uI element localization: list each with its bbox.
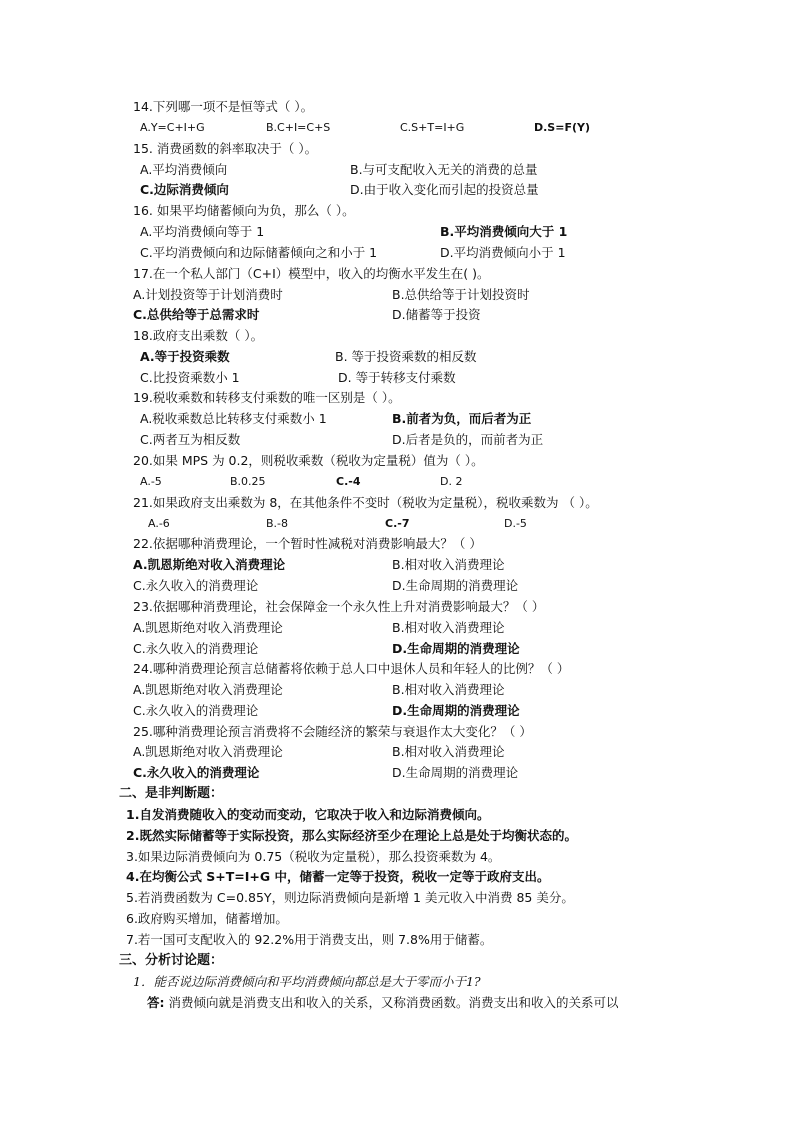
question-24-option-d: D.生命周期的消费理论 [392,703,520,718]
question-23-option-b: B.相对收入消费理论 [392,620,505,635]
question-18-option-a: A.等于投资乘数 [140,349,230,364]
question-24-stem: 24.哪种消费理论预言总储蓄将依赖于总人口中退休人员和年轻人的比例？（ ） [133,661,570,676]
tf-item-7: 7.若一国可支配收入的 92.2%用于消费支出，则 7.8%用于储蓄。 [126,932,493,947]
question-17-option-a: A.计划投资等于计划消费时 [133,287,283,302]
section-title-discussion: 三、分析讨论题： [119,953,224,968]
question-25-option-d: D.生命周期的消费理论 [392,765,519,780]
question-25-option-b: B.相对收入消费理论 [392,744,505,759]
question-17-option-d: D.储蓄等于投资 [392,307,481,322]
question-16-option-b: B.平均消费倾向大于 1 [440,224,568,239]
question-24-option-b: B.相对收入消费理论 [392,682,505,697]
question-23-option-a: A.凯恩斯绝对收入消费理论 [133,620,283,635]
tf-item-6: 6.政府购买增加，储蓄增加。 [126,911,288,926]
question-17-option-c: C.总供给等于总需求时 [133,307,260,322]
question-14-option-a: A.Y=C+I+G [140,121,205,134]
question-18-option-d: D. 等于转移支付乘数 [338,370,456,385]
question-14-stem: 14.下列哪一项不是恒等式（ ）。 [133,99,314,114]
question-19-stem: 19.税收乘数和转移支付乘数的唯一区别是（ ）。 [133,390,401,405]
question-22-option-c: C.永久收入的消费理论 [133,578,259,593]
question-16-option-a: A.平均消费倾向等于 1 [140,224,265,239]
question-20-option-c: C.-4 [336,475,361,488]
tf-item-3: 3.如果边际消费倾向为 0.75（税收为定量税），那么投资乘数为 4。 [126,849,501,864]
question-19-option-d: D.后者是负的，而前者为正 [392,432,544,447]
question-18-stem: 18.政府支出乘数（ ）。 [133,328,264,343]
question-19-option-b: B.前者为负，而后者为正 [392,411,532,426]
question-14-option-d: D.S=F(Y) [534,121,590,134]
tf-item-5: 5.若消费函数为 C=0.85Y，则边际消费倾向是新增 1 美元收入中消费 85 美分。 [126,890,574,905]
question-15-option-a: A.平均消费倾向 [140,162,228,177]
question-16-option-c: C.平均消费倾向和边际储蓄倾向之和小于 1 [140,245,378,260]
question-21-option-a: A.-6 [148,517,170,530]
question-18-option-b: B. 等于投资乘数的相反数 [335,349,477,364]
question-15-option-b: B.与可支配收入无关的消费的总量 [350,162,538,177]
question-20-option-a: A.-5 [140,475,162,488]
question-23-option-d: D.生命周期的消费理论 [392,641,520,656]
question-23-stem: 23.依据哪种消费理论，社会保障金一个永久性上升对消费影响最大？（ ） [133,599,545,614]
answer-label: 答: [147,995,165,1010]
question-22-option-a: A.凯恩斯绝对收入消费理论 [133,557,286,572]
question-15-option-c: C.边际消费倾向 [140,182,229,197]
question-25-stem: 25.哪种消费理论预言消费将不会随经济的繁荣与衰退作太大变化？（ ） [133,724,532,739]
question-25-option-c: C.永久收入的消费理论 [133,765,260,780]
question-21-option-d: D.-5 [504,517,527,530]
question-19-option-a: A.税收乘数总比转移支付乘数小 1 [140,411,327,426]
question-15-stem: 15. 消费函数的斜率取决于（ ）。 [133,141,318,156]
question-23-option-c: C.永久收入的消费理论 [133,641,259,656]
question-20-option-b: B.0.25 [230,475,266,488]
question-14-option-c: C.S+T=I+G [400,121,465,134]
question-24-option-c: C.永久收入的消费理论 [133,703,259,718]
question-16-option-d: D.平均消费倾向小于 1 [440,245,566,260]
question-22-stem: 22.依据哪种消费理论，一个暂时性减税对消费影响最大？（ ） [133,536,482,551]
question-21-option-b: B.-8 [266,517,289,530]
question-21-option-c: C.-7 [385,517,410,530]
question-17-stem: 17.在一个私人部门（C+I）模型中，收入的均衡水平发生在( )。 [133,266,490,281]
discussion-answer-1 [147,995,618,1011]
question-19-option-c: C.两者互为相反数 [140,432,241,447]
question-15-option-d: D.由于收入变化而引起的投资总量 [350,182,539,197]
question-20-stem: 20.如果 MPS 为 0.2，则税收乘数（税收为定量税）值为（ ）。 [133,453,484,468]
question-18-option-c: C.比投资乘数小 1 [140,370,240,385]
question-20-option-d: D. 2 [440,475,463,488]
tf-item-2: 2.既然实际储蓄等于实际投资，那么实际经济至少在理论上总是处于均衡状态的。 [126,828,577,843]
tf-item-1: 1.自发消费随收入的变动而变动，它取决于收入和边际消费倾向。 [126,807,490,822]
question-22-option-b: B.相对收入消费理论 [392,557,505,572]
question-24-option-a: A.凯恩斯绝对收入消费理论 [133,682,283,697]
answer-text: 消费倾向就是消费支出和收入的关系，又称消费函数。消费支出和收入的关系可以 [164,995,619,1010]
question-14-option-b: B.C+I=C+S [266,121,331,134]
question-22-option-d: D.生命周期的消费理论 [392,578,519,593]
discussion-question-1: 1．能否说边际消费倾向和平均消费倾向都总是大于零而小于1? [133,974,481,989]
question-17-option-b: B.总供给等于计划投资时 [392,287,530,302]
section-title-true-false: 二、是非判断题： [119,786,224,801]
question-25-option-a: A.凯恩斯绝对收入消费理论 [133,744,283,759]
tf-item-4: 4.在均衡公式 S+T=I+G 中，储蓄一定等于投资，税收一定等于政府支出。 [126,869,550,884]
question-16-stem: 16. 如果平均储蓄倾向为负，那么（ ）。 [133,203,355,218]
question-21-stem: 21.如果政府支出乘数为 8，在其他条件不变时（税收为定量税），税收乘数为 （ ）。 [133,495,598,510]
